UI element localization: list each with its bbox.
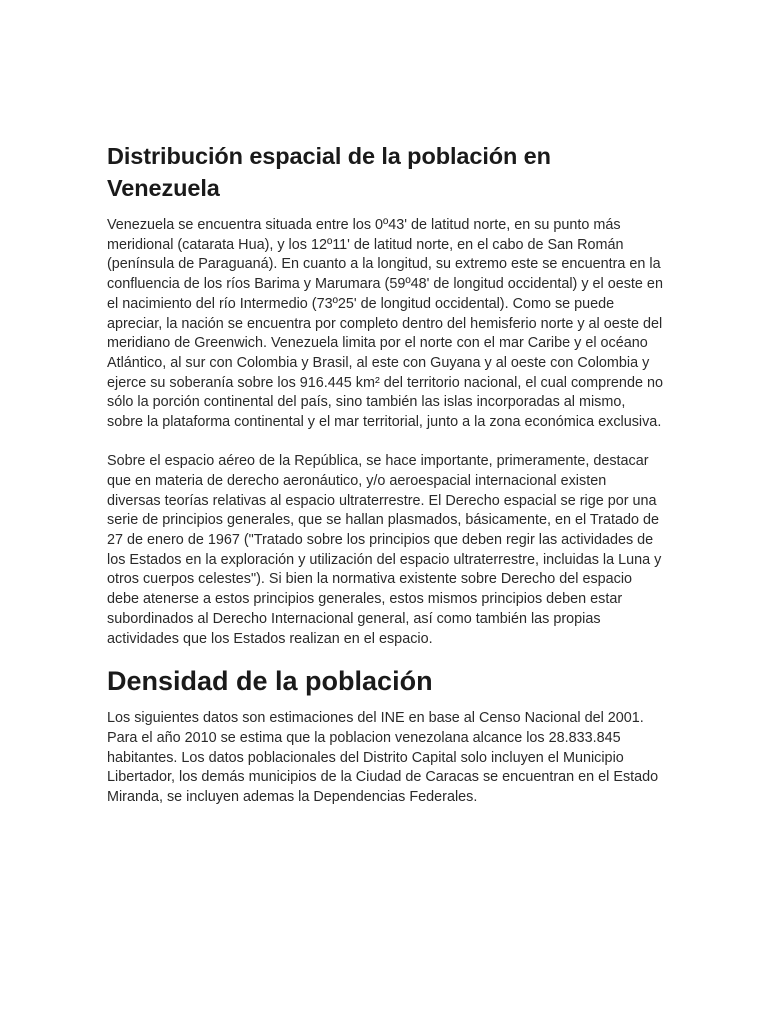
document-page [107, 140, 663, 808]
paragraph-espacio-aereo: Sobre el espacio aéreo de la República, se hace importante, primeramente, destacar que en materia de derecho aeronáutico, y/o aeroespacial internacional existen diversas teorías relativas al espacio ultraterrestre. El Derecho espacial se rige por una serie de principios generales, que se hallan plasmados, básicamente, en el Tratado de 27 de enero de 1967 ("Tratado sobre los principios que deben regir las actividades de los Estados en la exploración y utilización del espacio ultraterrestre, incluidas la Luna y otros cuerpos celestes"). Si bien la normativa existente sobre Derecho del espacio debe atenerse a estos principios generales, estos mismos principios deben estar subordinados al Derecho Internacional general, así como también las propias actividades que los Estados realizan en el espacio. [107, 453, 662, 647]
paragraph-geografia: Venezuela se encuentra situada entre los 0º43' de latitud norte, en su punto más meridional (catarata Hua), y los 12º11' de latitud norte, en el cabo de San Román (península de Paraguaná). En cuanto a la longitud, su extremo este se encuentra en la confluencia de los ríos Barima y Marumara (59º48' de longitud occidental) y el oeste en el nacimiento del río Intermedio (73º25' de longitud occidental). Como se puede apreciar, la nación se encuentra por completo dentro del hemisferio norte y al oeste del meridiano de Greenwich. Venezuela limita por el norte con el mar Caribe y el océano Atlántico, al sur con Colombia y Brasil, al este con Guyana y al oeste con Colombia y ejerce su soberanía sobre los 916.445 km² del territorio nacional, el cual comprende no sólo la porción continental del país, sino también las islas incorporadas al mismo, sobre la plataforma continental y el mar territorial, junto a la zona económica exclusiva. [107, 217, 663, 431]
section-spacer [107, 649, 663, 663]
section-heading-distribucion: Distribución espacial de la población en Venezuela [107, 143, 551, 201]
paragraph-densidad: Los siguientes datos son estimaciones del INE en base al Censo Nacional del 2001. Para el año 2010 se estima que la poblacion venezolana alcance los 28.833.845 habitantes. Los datos poblacionales del Distrito Capital solo incluyen el Municipio Libertador, los demás municipios de la Ciudad de Caracas se encuentran en el Estado Miranda, se incluyen ademas la Dependencias Federales. [107, 710, 659, 806]
section-heading-densidad: Densidad de la población [107, 666, 433, 697]
paragraph-spacer [107, 433, 663, 453]
